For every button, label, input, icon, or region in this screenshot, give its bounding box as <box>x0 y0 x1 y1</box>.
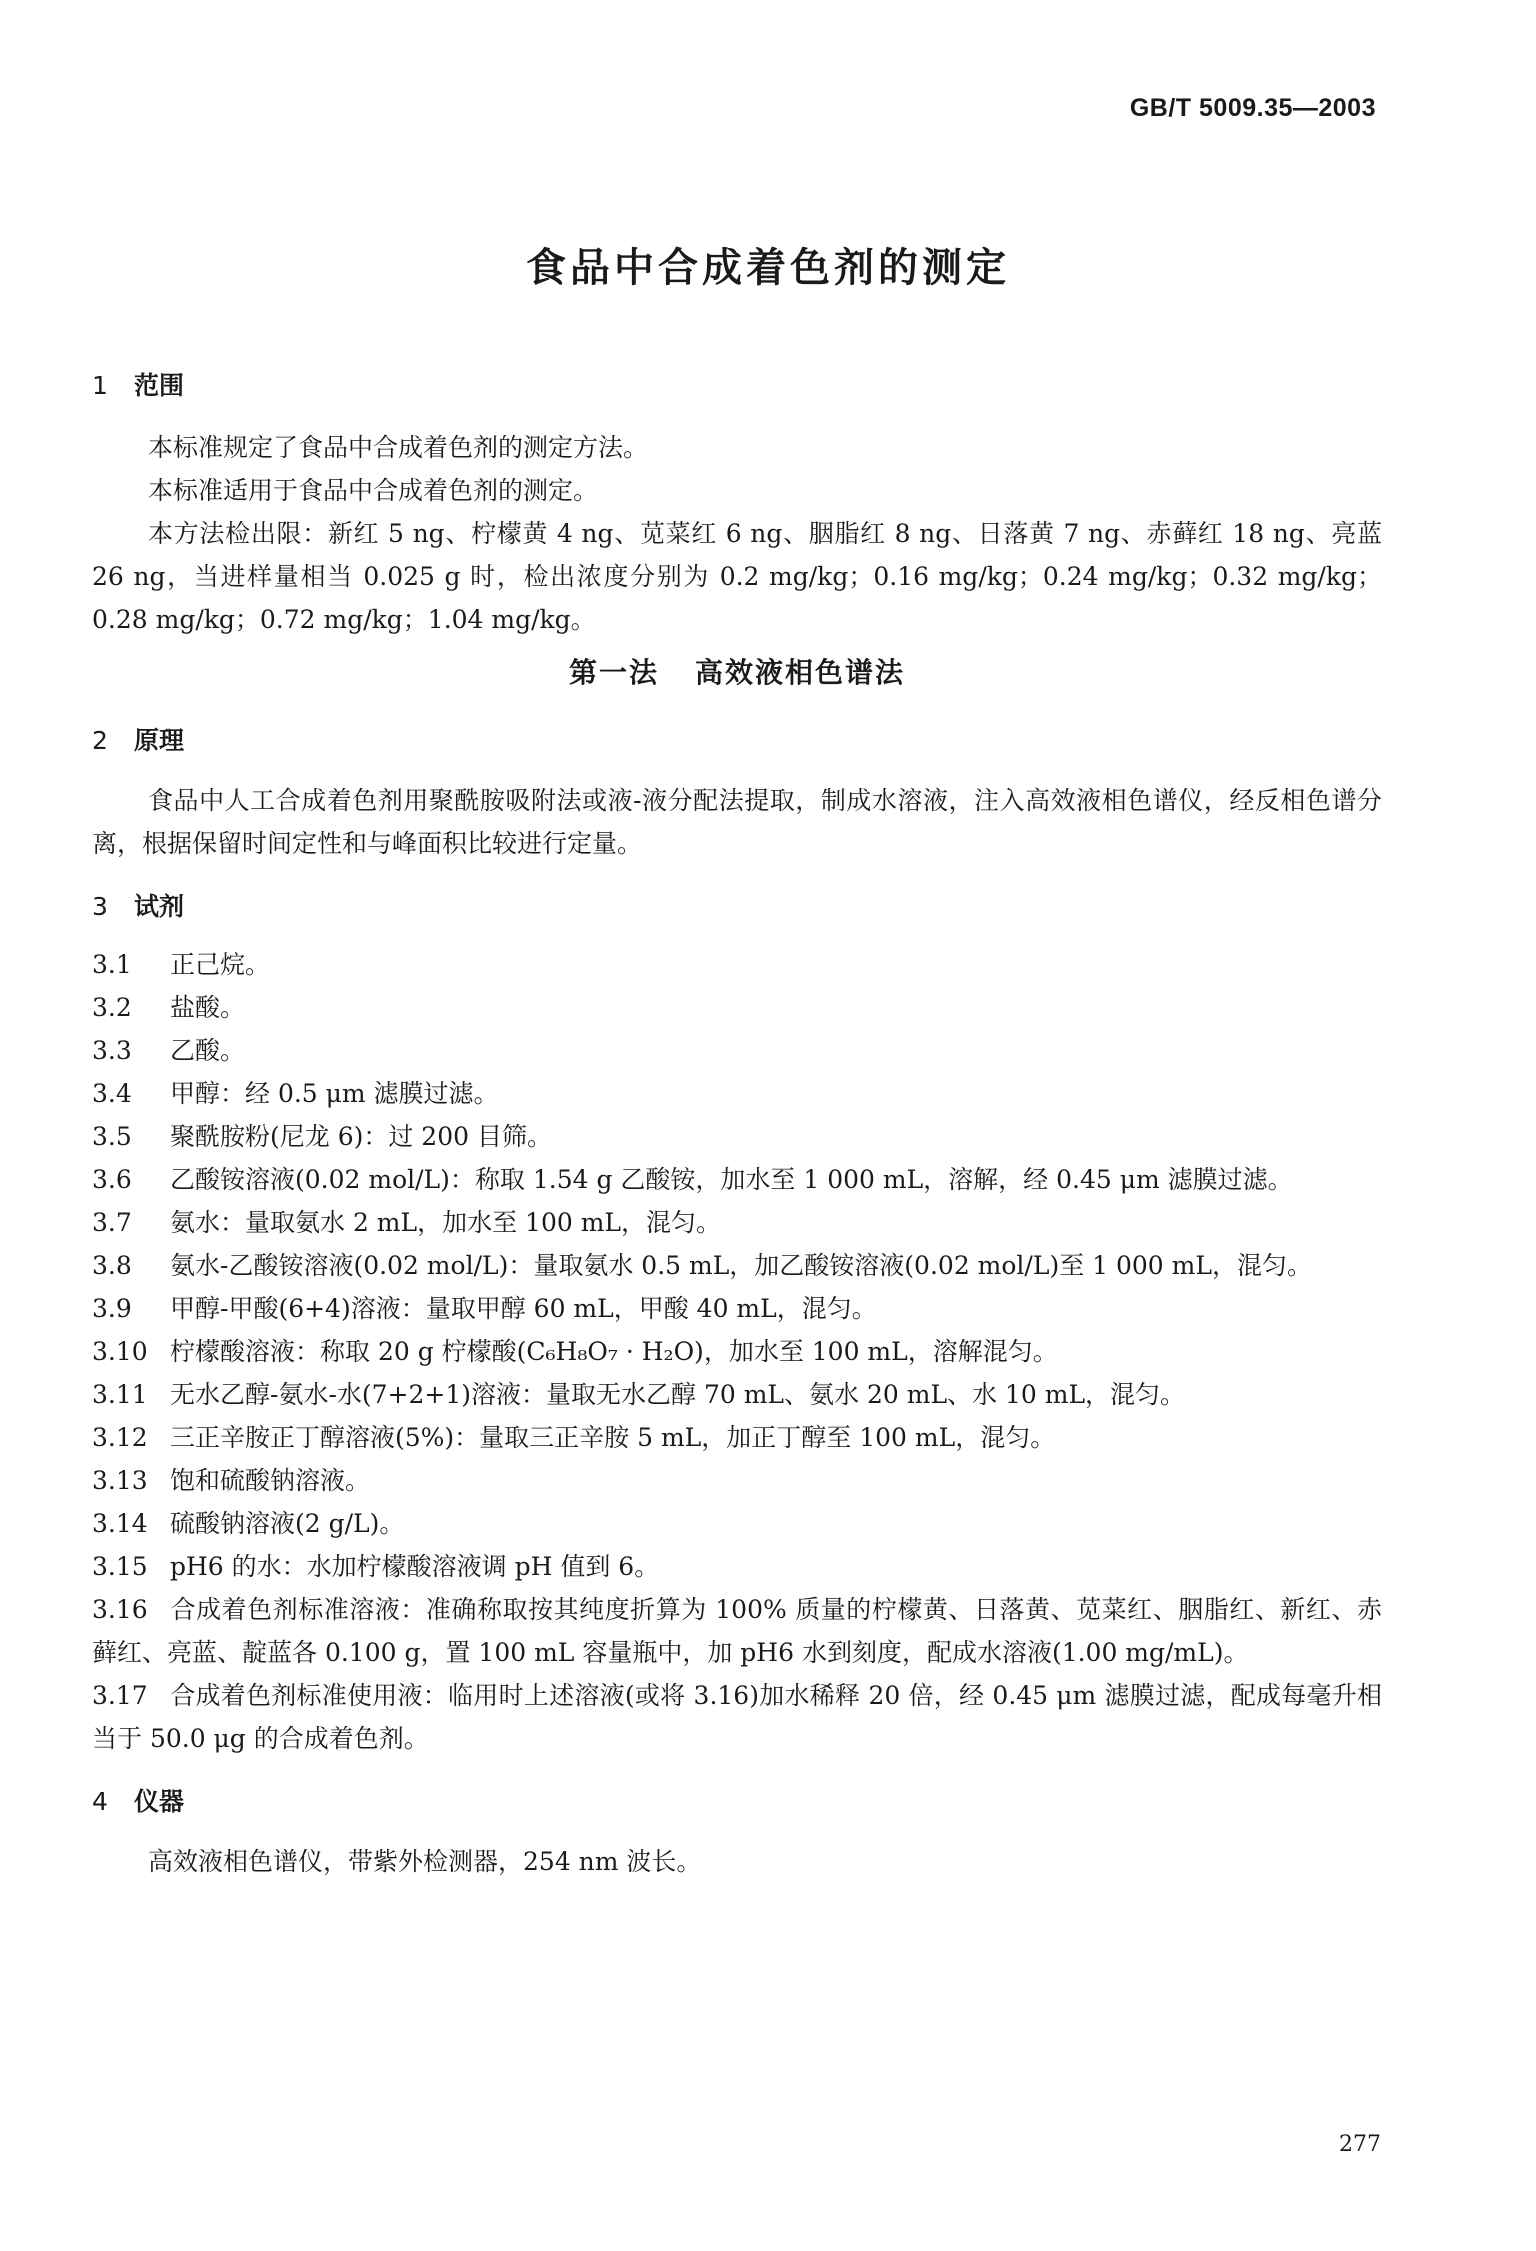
list-item <box>92 1459 1382 1502</box>
item-text: 硫酸钠溶液(2 g/L)。 <box>170 1509 405 1538</box>
item-number: 3.2 <box>92 993 132 1022</box>
document-title: 食品中合成着色剂的测定 <box>526 245 1010 291</box>
item-number: 3.10 <box>92 1337 148 1366</box>
list-item <box>92 1072 1382 1115</box>
section-number: 4 <box>92 1787 108 1816</box>
section-number: 2 <box>92 726 108 755</box>
item-text: 乙酸。 <box>170 1036 246 1065</box>
list-item <box>92 1115 1382 1158</box>
section-heading-reagents <box>92 887 1382 923</box>
list-item <box>92 1244 1382 1287</box>
method-name: 高效液相色谱法 <box>695 656 906 689</box>
item-number: 3.15 <box>92 1552 148 1581</box>
section-number: 1 <box>92 371 108 400</box>
list-item <box>92 1502 1382 1545</box>
item-number: 3.7 <box>92 1208 132 1237</box>
section-heading-principle <box>92 721 1382 757</box>
list-item <box>92 1588 1382 1674</box>
section-title: 试剂 <box>134 892 185 921</box>
item-number: 3.13 <box>92 1466 148 1495</box>
apparatus-paragraph: 高效液相色谱仪，带紫外检测器，254 nm 波长。 <box>148 1847 702 1876</box>
item-number: 3.9 <box>92 1294 132 1323</box>
item-text: 合成着色剂标准溶液：准确称取按其纯度折算为 100% 质量的柠檬黄、日落黄、苋菜红、胭脂红、新红、赤藓红、亮蓝、靛蓝各 0.100 g，置 100 mL 容量瓶中，加 pH6 水到刻度，配成水溶液(1.00 mg/mL)。 <box>92 1595 1382 1667</box>
list-item <box>92 1674 1382 1760</box>
scope-paragraph-1: 本标准规定了食品中合成着色剂的测定方法。 <box>148 433 649 462</box>
item-text: pH6 的水：水加柠檬酸溶液调 pH 值到 6。 <box>170 1552 660 1581</box>
item-text: 甲醇-甲酸(6+4)溶液：量取甲醇 60 mL，甲酸 40 mL，混匀。 <box>170 1294 877 1323</box>
item-number: 3.16 <box>92 1595 148 1624</box>
reagent-list <box>92 943 1382 1760</box>
item-number: 3.11 <box>92 1380 148 1409</box>
scope-paragraph-2: 本标准适用于食品中合成着色剂的测定。 <box>148 476 599 505</box>
item-number: 3.5 <box>92 1122 132 1151</box>
page-number: 277 <box>1339 2132 1381 2157</box>
section-heading-apparatus <box>92 1782 1382 1818</box>
item-number: 3.4 <box>92 1079 132 1108</box>
list-item <box>92 1330 1382 1373</box>
method-heading <box>92 651 1382 691</box>
principle-paragraph: 食品中人工合成着色剂用聚酰胺吸附法或液-液分配法提取，制成水溶液，注入高效液相色谱仪，经反相色谱分离，根据保留时间定性和与峰面积比较进行定量。 <box>92 786 1382 858</box>
list-item <box>92 1029 1382 1072</box>
list-item <box>92 1201 1382 1244</box>
section-number: 3 <box>92 892 108 921</box>
scope-paragraph-3: 本方法检出限：新红 5 ng、柠檬黄 4 ng、苋菜红 6 ng、胭脂红 8 ng、日落黄 7 ng、赤藓红 18 ng、亮蓝 26 ng，当进样量相当 0.025 g 时，检出浓度分别为 0.2 mg/kg；0.16 mg/kg；0.24 mg/kg；0.32 mg/kg；0.28 mg/kg；0.72 mg/kg；1.04 mg/kg。 <box>92 519 1382 634</box>
item-text: 聚酰胺粉(尼龙 6)：过 200 目筛。 <box>170 1122 552 1151</box>
item-number: 3.14 <box>92 1509 148 1538</box>
item-number: 3.3 <box>92 1036 132 1065</box>
list-item <box>92 943 1382 986</box>
item-text: 盐酸。 <box>170 993 246 1022</box>
item-text: 合成着色剂标准使用液：临用时上述溶液(或将 3.16)加水稀释 20 倍，经 0.45 μm 滤膜过滤，配成每毫升相当于 50.0 μg 的合成着色剂。 <box>92 1681 1382 1753</box>
item-number: 3.6 <box>92 1165 132 1194</box>
list-item <box>92 1158 1382 1201</box>
list-item <box>92 1545 1382 1588</box>
section-title: 范围 <box>134 371 185 400</box>
item-text: 乙酸铵溶液(0.02 mol/L)：称取 1.54 g 乙酸铵，加水至 1 000 mL，溶解，经 0.45 μm 滤膜过滤。 <box>170 1165 1293 1194</box>
item-text: 无水乙醇-氨水-水(7+2+1)溶液：量取无水乙醇 70 mL、氨水 20 mL、水 10 mL，混匀。 <box>170 1380 1186 1409</box>
list-item <box>92 986 1382 1029</box>
list-item <box>92 1287 1382 1330</box>
item-text: 三正辛胺正丁醇溶液(5%)：量取三正辛胺 5 mL，加正丁醇至 100 mL，混匀。 <box>170 1423 1056 1452</box>
item-text: 氨水-乙酸铵溶液(0.02 mol/L)：量取氨水 0.5 mL，加乙酸铵溶液(0.02 mol/L)至 1 000 mL，混匀。 <box>170 1251 1312 1280</box>
section-heading-scope <box>92 366 1382 402</box>
item-text: 柠檬酸溶液：称取 20 g 柠檬酸(C₆H₈O₇ · H₂O)，加水至 100 mL，溶解混匀。 <box>170 1337 1058 1366</box>
section-title: 原理 <box>134 726 185 755</box>
standard-code: GB/T 5009.35—2003 <box>1129 94 1376 122</box>
method-part: 第一法 <box>568 656 659 689</box>
item-text: 甲醇：经 0.5 μm 滤膜过滤。 <box>170 1079 499 1108</box>
item-text: 正己烷。 <box>170 950 271 979</box>
item-number: 3.12 <box>92 1423 148 1452</box>
document-body <box>92 366 1382 1883</box>
item-text: 氨水：量取氨水 2 mL，加水至 100 mL，混匀。 <box>170 1208 722 1237</box>
list-item <box>92 1373 1382 1416</box>
item-number: 3.1 <box>92 950 132 979</box>
list-item <box>92 1416 1382 1459</box>
item-number: 3.8 <box>92 1251 132 1280</box>
section-title: 仪器 <box>134 1787 185 1816</box>
item-text: 饱和硫酸钠溶液。 <box>170 1466 371 1495</box>
item-number: 3.17 <box>92 1681 148 1710</box>
